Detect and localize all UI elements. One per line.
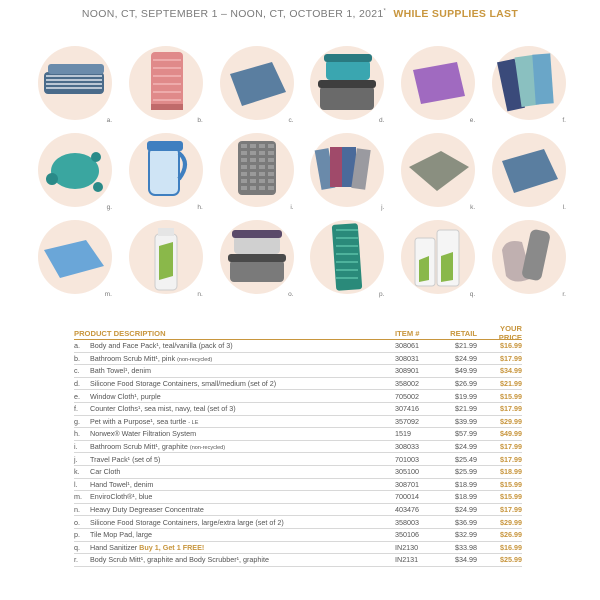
row-description-text: Hand Sanitizer [90,542,138,552]
body-scrub-mitt-icon [492,220,566,299]
table-row [74,453,522,466]
product-tile [125,129,207,211]
row-your-price: $25.99 [500,555,522,565]
row-retail-price: $36.99 [455,517,477,527]
denim-bath-towel-icon [220,46,294,125]
product-backdrop [492,220,566,294]
row-description-text: Heavy Duty Degreaser Concentrate [90,505,204,515]
row-description [90,354,395,363]
table-header [74,324,522,342]
product-tile [488,42,570,124]
row-note: - LE [188,419,199,426]
travel-pack-cloths-icon [310,133,384,212]
row-letter: c. [74,366,80,376]
row-description [90,492,395,501]
product-tile [34,42,116,124]
row-description-text: Counter Cloths¹, sea mist, navy, teal (set of 3) [90,404,236,414]
row-description-text: Hand Towel¹, denim [90,479,154,489]
table-row [74,353,522,366]
row-item-number: 358002 [395,379,419,389]
table-row [74,428,522,441]
row-retail-price: $32.99 [455,530,477,540]
row-retail-price: $57.99 [455,429,477,439]
product-letter: e. [469,117,476,124]
row-description [90,429,395,438]
row-retail-price: $34.99 [455,555,477,565]
row-description [90,543,395,552]
product-tile [306,42,388,124]
row-retail-price: $18.99 [455,492,477,502]
row-item-number: 308033 [395,442,419,452]
product-tile [216,42,298,124]
row-letter: o. [74,517,80,527]
table-row [74,390,522,403]
row-your-price: $17.99 [500,505,522,515]
product-letter: l. [562,204,566,211]
row-item-number: 357092 [395,416,419,426]
row-note: (non-recycled) [177,356,213,363]
row-retail-price: $19.99 [455,391,477,401]
water-filtration-pitcher-icon [129,133,203,212]
product-backdrop [220,133,294,207]
row-retail-price: $25.99 [455,467,477,477]
product-backdrop [492,133,566,207]
tile-mop-pad-icon [310,220,384,299]
row-description [90,518,395,527]
table-row [74,466,522,479]
row-your-price: $15.99 [500,479,522,489]
row-retail-price: $24.99 [455,353,477,363]
row-retail-price: $24.99 [455,505,477,515]
product-tile [488,216,570,298]
degreaser-bottle-icon [129,220,203,299]
row-item-number: 308701 [395,479,419,489]
price-table [74,324,522,567]
row-description [90,555,395,564]
product-backdrop [220,46,294,120]
table-row [74,416,522,429]
table-row [74,529,522,542]
table-row [74,479,522,492]
product-backdrop [129,46,203,120]
product-row [34,129,570,216]
product-letter: h. [197,204,203,211]
product-backdrop [129,133,203,207]
row-retail-price: $24.99 [455,442,477,452]
row-letter: h. [74,429,80,439]
row-description-text: Tile Mop Pad, large [90,530,153,540]
row-description [90,392,395,401]
header-retail: RETAIL [450,328,477,338]
row-description [90,505,395,514]
product-letter: k. [470,204,476,211]
row-description [90,442,395,451]
product-tile [34,216,116,298]
striped-towel-stack-icon [38,46,112,125]
product-tile [216,216,298,298]
row-your-price: $21.99 [500,379,522,389]
table-row [74,340,522,353]
row-description-text: Pet with a Purpose¹, sea turtle [90,416,187,426]
row-description-text: Travel Pack¹ (set of 5) [90,454,161,464]
counter-cloths-icon [492,46,566,125]
product-row [34,216,570,303]
product-letter: r. [562,291,566,298]
food-storage-containers-icon [310,46,384,125]
row-item-number: 1519 [395,429,411,439]
product-letter: i. [290,204,294,211]
product-tile [306,129,388,211]
product-backdrop [38,46,112,120]
graphite-scrub-mitt-icon [220,133,294,212]
row-letter: d. [74,379,80,389]
product-letter: p. [378,291,385,298]
row-your-price: $34.99 [500,366,522,376]
row-item-number: 403476 [395,505,419,515]
hand-sanitizer-icon [401,220,475,299]
product-tile [306,216,388,298]
row-letter: m. [74,492,82,502]
row-your-price: $15.99 [500,492,522,502]
row-description [90,366,395,375]
row-your-price: $17.99 [500,404,522,414]
product-letter: b. [197,117,203,124]
product-backdrop [401,220,475,294]
row-item-number: IN2131 [395,555,419,565]
product-tile [397,216,479,298]
row-description [90,404,395,413]
row-letter: l. [74,479,78,489]
row-description-text: Car Cloth [90,467,121,477]
row-letter: r. [74,555,78,565]
row-item-number: 308031 [395,353,419,363]
product-tile [488,129,570,211]
row-your-price: $18.99 [500,467,522,477]
large-storage-containers-icon [220,220,294,299]
row-description [90,467,395,476]
row-your-price: $17.99 [500,353,522,363]
row-description-text: Body and Face Pack¹, teal/vanilla (pack of 3) [90,341,233,351]
promo-header [0,8,600,20]
header-your-price: YOUR PRICE [498,324,522,342]
row-description [90,480,395,489]
row-description-text: Bathroom Scrub Mitt¹, pink [90,353,176,363]
row-your-price: $17.99 [500,454,522,464]
row-item-number: 305100 [395,467,419,477]
table-row [74,491,522,504]
row-description-text: EnviroCloth®¹, blue [90,492,153,502]
row-retail-price: $26.99 [455,379,477,389]
product-letter: f. [562,117,566,124]
product-letter: d. [378,117,385,124]
row-description-text: Bath Towel¹, denim [90,366,151,376]
row-description-text: Window Cloth¹, purple [90,391,161,401]
row-retail-price: $18.99 [455,479,477,489]
row-item-number: 350106 [395,530,419,540]
header-description: PRODUCT DESCRIPTION [74,328,166,338]
row-letter: g. [74,416,80,426]
row-letter: b. [74,353,80,363]
product-letter: g. [106,204,112,211]
table-row [74,504,522,517]
pink-scrub-mitt-icon [129,46,203,125]
row-your-price: $16.99 [500,341,522,351]
product-letter: q. [469,291,476,298]
product-backdrop [492,46,566,120]
row-description [90,530,395,539]
product-backdrop [310,46,384,120]
header-item-number: ITEM # [395,328,420,338]
product-backdrop [129,220,203,294]
row-letter: e. [74,391,80,401]
product-letter: n. [197,291,203,298]
row-retail-price: $39.99 [455,416,477,426]
row-your-price: $29.99 [500,416,522,426]
dates-footnote-mark: * [383,8,387,15]
row-item-number: 700014 [395,492,419,502]
product-letter: j. [381,204,385,211]
row-letter: q. [74,542,80,552]
product-backdrop [38,133,112,207]
row-letter: a. [74,341,80,351]
row-item-number: 307416 [395,404,419,414]
row-your-price: $16.99 [500,542,522,552]
row-letter: n. [74,505,80,515]
product-tile [125,216,207,298]
promo-dates: NOON, CT, SEPTEMBER 1 – NOON, CT, OCTOBER 1, 2021 [81,8,384,20]
row-your-price: $29.99 [500,517,522,527]
product-backdrop [310,133,384,207]
product-backdrop [38,220,112,294]
table-row [74,403,522,416]
row-letter: f. [74,404,78,414]
row-description-text: Body Scrub Mitt¹, graphite and Body Scrubber¹, graphite [90,555,269,565]
purple-window-cloth-icon [401,46,475,125]
car-cloth-icon [401,133,475,212]
row-item-number: 308901 [395,366,419,376]
supplies-notice: WHILE SUPPLIES LAST [393,8,519,20]
row-retail-price: $33.98 [455,542,477,552]
table-body [74,340,522,567]
row-your-price: $49.99 [500,429,522,439]
blue-envirocloth-icon [38,220,112,299]
row-your-price: $26.99 [500,530,522,540]
row-retail-price: $21.99 [455,404,477,414]
row-retail-price: $21.99 [455,341,477,351]
product-letter: o. [288,291,294,298]
row-retail-price: $49.99 [455,366,477,376]
row-description [90,379,395,388]
row-item-number: 308061 [395,341,419,351]
sea-turtle-pet-icon [38,133,112,212]
product-letter: c. [288,117,294,124]
table-row [74,554,522,567]
row-description [90,341,395,350]
denim-hand-towel-icon [492,133,566,212]
row-description-text: Silicone Food Storage Containers, large/extra large (set of 2) [90,517,284,527]
product-tile [34,129,116,211]
row-item-number: 705002 [395,391,419,401]
row-item-number: IN2130 [395,542,419,552]
product-tile [397,129,479,211]
row-letter: k. [74,467,80,477]
row-description-text: Silicone Food Storage Containers, small/medium (set of 2) [90,379,277,389]
row-letter: i. [74,442,78,452]
row-item-number: 701003 [395,454,419,464]
row-note: (non-recycled) [189,445,226,452]
product-letter: a. [106,117,112,124]
product-backdrop [310,220,384,294]
table-row [74,542,522,555]
offer-highlight: Buy 1, Get 1 FREE! [139,542,205,552]
row-description-text: Bathroom Scrub Mitt¹, graphite [90,442,188,452]
table-row [74,378,522,391]
product-tile [125,42,207,124]
table-row [74,516,522,529]
row-your-price: $17.99 [500,442,522,452]
product-backdrop [401,133,475,207]
product-tile [397,42,479,124]
product-letter: m. [104,291,112,298]
row-retail-price: $25.49 [455,454,477,464]
product-backdrop [401,46,475,120]
row-letter: p. [74,530,80,540]
product-row [34,42,570,129]
product-tile [216,129,298,211]
row-letter: j. [74,454,78,464]
product-backdrop [220,220,294,294]
table-row [74,365,522,378]
row-item-number: 358003 [395,517,419,527]
row-your-price: $15.99 [500,391,522,401]
row-description [90,455,395,464]
row-description [90,417,395,426]
table-row [74,441,522,454]
product-grid [34,42,570,303]
row-description-text: Norwex® Water Filtration System [90,429,197,439]
